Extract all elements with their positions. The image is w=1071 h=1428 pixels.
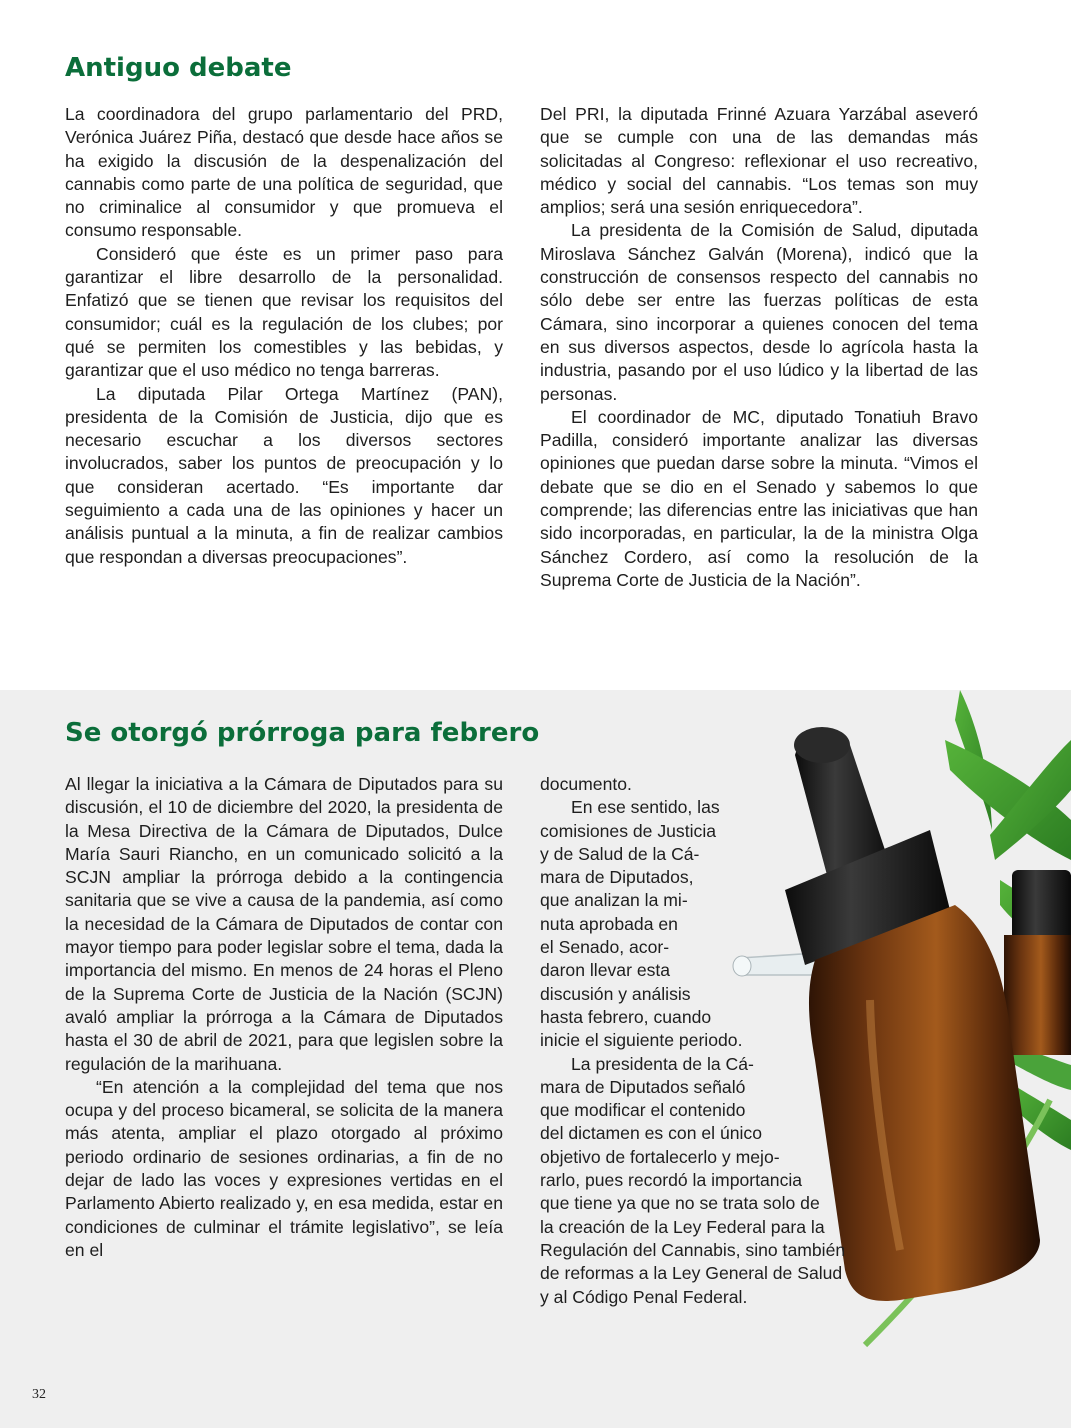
paragraph: Consideró que éste es un primer paso para garantizar el libre desarrollo de la personalidad. Enfatizó que se tienen que revisar los requisitos del consumidor; cuál es la regulación de los clubes; por qué se permiten los comestibles y las bebidas, y garantizar que el uso médico no tenga barreras. [65,243,503,381]
text-line: comisiones de Justicia [540,820,717,841]
text-line: documento. [540,774,632,794]
paragraph: La coordinadora del grupo parlamentario del PRD, Verónica Juárez Piña, destacó que desde hace años se ha exigido la discusión de la despenalización del cannabis como parte de una política de seguridad, que no criminalice al consumidor y que promueva el consumo responsable. [65,104,503,241]
paragraph: Al llegar la iniciativa a la Cámara de Diputados para su discusión, el 10 de diciembre del 2020, la presidenta de la Mesa Directiva de la Cámara de Diputados, Dulce María Sauri Riancho, en un comunicado solicitó a la SCJN ampliar la prórroga debido a la contingencia sanitaria que se vive a causa de la pandemia, así como la necesidad de la Cámara de Diputados de contar con mayor tiempo para poder legislar sobre el tema, dada la importancia del mismo. En menos de 24 horas el Pleno de la Suprema Corte de Justicia de la Nación (SCJN) avaló ampliar la prórroga a la Cámara de Diputados hasta el 30 de abril de 2021, para que legislen sobre la regulación de la marihuana. [65,774,503,1074]
text-line: discusión y análisis [540,983,691,1004]
text-line: objetivo de fortalecerlo y mejo- [540,1146,780,1167]
section-title-antiguo-debate: Antiguo debate [65,53,292,83]
paragraph: “En atención a la complejidad del tema que nos ocupa y del proceso bicameral, se solicita de la manera más atenta, ampliar el plazo otorgado al próximo periodo ordinario de sesiones ordinarias, a fin de no dejar de lado las voces y expresiones vertidas en el Parlamento Abierto realizado y, en esa medida, estar en condiciones de culminar el trámite legislativo”, se leía en el [65,1076,503,1260]
text-line: nuta aprobada en [540,913,678,934]
text-line: que modificar el contenido [540,1100,746,1121]
text-line: daron llevar esta [540,960,671,981]
page-number: 32 [32,1387,46,1402]
paragraph: El coordinador de MC, diputado Tonatiuh Bravo Padilla, consideró importante analizar las diversas opiniones que puedan darse sobre la minuta. “Vimos el debate que se dio en el Senado y sabemos lo que comprende; las diferencias entre las iniciativas que han sido incorporadas, en particular, la de la ministra Olga Sánchez Cordero, así como la resolución de la Suprema Corte de Justicia de la Nación”. [540,406,978,590]
paragraph: Del PRI, la diputada Frinné Azuara Yarzábal aseveró que se cumple con una de las demandas más solicitadas al Congreso: reflexionar el uso recreativo, médico y social del cannabis. “Los temas son muy amplios; será una sesión enriquecedora”. [540,104,978,218]
text-line: el Senado, acor- [540,937,670,958]
text-line: La presidenta de la Cá- [571,1053,754,1074]
text-line: hasta febrero, cuando [540,1006,712,1027]
text-line: la creación de la Ley Federal para la [540,1216,825,1237]
text-line: Regulación del Cannabis, sino también [540,1239,846,1260]
text-line: y de Salud de la Cá- [540,843,700,864]
column-prorroga-left [65,773,503,1262]
text-line: que analizan la mi- [540,890,688,911]
second-bottle-cap-icon [1004,870,1071,1055]
column-prorroga-right [540,773,980,1309]
text-line: que tiene ya que no se trata solo de [540,1193,820,1214]
text-line: inicie el siguiente periodo. [540,1030,743,1051]
section-title-prorroga: Se otorgó prórroga para febrero [65,718,540,748]
text-line: mara de Diputados señaló [540,1076,746,1097]
text-line: En ese sentido, las [571,797,720,818]
text-line: y al Código Penal Federal. [540,1286,748,1307]
paragraph: La diputada Pilar Ortega Martínez (PAN), presidenta de la Comisión de Justicia, dijo que es necesario escuchar a los diversos sectores involucrados, saber los puntos de preocupación y lo que consideran acertado. “Es importante dar seguimiento a cada una de las opiniones y hacer un análisis puntual a la minuta, a fin de realizar cambios que respondan a diversas preocupaciones”. [65,383,503,567]
text-line: rarlo, pues recordó la importancia [540,1170,803,1191]
text-line: mara de Diputados, [540,867,694,888]
text-line: de reformas a la Ley General de Salud [540,1263,843,1284]
paragraph: La presidenta de la Comisión de Salud, diputada Miroslava Sánchez Galván (Morena), indicó que la construcción de consensos respecto del cannabis no sólo debe ser entre las fuerzas políticas de esta Cámara, sino incorporar a quienes conocen del tema en sus diversos aspectos, desde lo agrícola hasta la industria, pasando por el uso lúdico y la libertad de las personas. [540,220,978,404]
text-line: del dictamen es con el único [540,1123,763,1144]
